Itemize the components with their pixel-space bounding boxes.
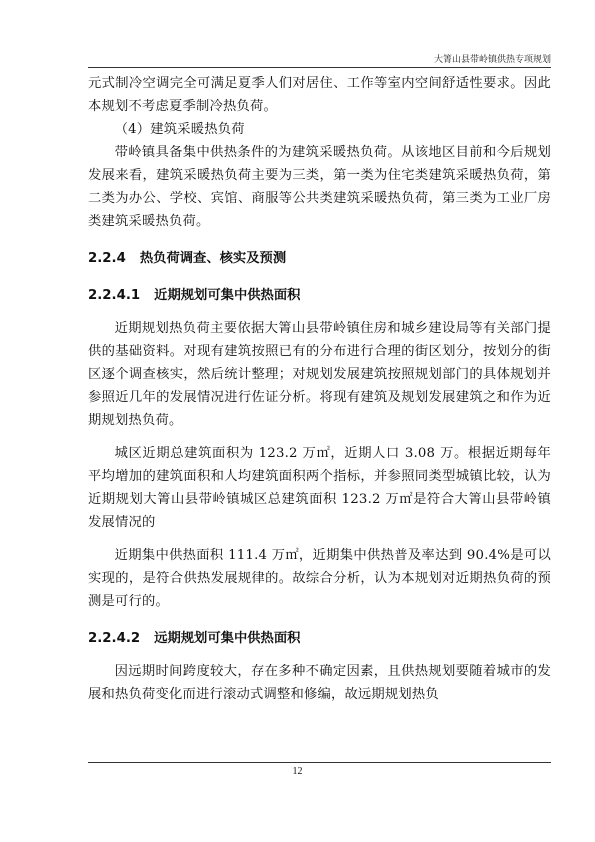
header-divider bbox=[88, 67, 551, 68]
footer-divider bbox=[88, 762, 551, 763]
running-header: 大箐山县带岭镇供热专项规划 bbox=[433, 55, 551, 65]
page-number: 12 bbox=[292, 766, 303, 777]
section-heading-2-2-4 bbox=[88, 247, 551, 270]
section-title: 远期规划可集中供热面积 bbox=[154, 631, 301, 646]
paragraph-near-term-basis: 近期规划热负荷主要依据大箐山县带岭镇住房和城乡建设局等有关部门提供的基础资料。对现有建筑按照已有的分布进行合理的街区划分，按划分的街区逐个调查核实，然后统计整理；对规划发展建筑按照规划部门的具体规划并参照近几年的发展情况进行佐证分析。将现有建筑及规划发展建筑之和作为近期规划热负荷。 bbox=[88, 321, 551, 428]
paragraph-long-term: 因远期时间跨度较大，存在多种不确定因素，且供热规划要随着城市的发展和热负荷变化而进行滚动式调整和修编，故远期规划热负 bbox=[88, 664, 551, 702]
section-title: 热负荷调查、核实及预测 bbox=[139, 251, 287, 266]
section-number: 2.2.4 bbox=[88, 251, 126, 266]
list-item-heating-load: （4）建筑采暖热负荷 bbox=[114, 122, 245, 137]
section-number: 2.2.4.1 bbox=[88, 288, 141, 303]
paragraph-near-term-coverage: 近期集中供热面积 111.4 万㎡，近期集中供热普及率达到 90.4%是可以实现的，是符合供热发展规律的。故综合分析，认为本规划对近期热负荷的预测是可行的。 bbox=[88, 548, 551, 609]
paragraph-near-term-area: 城区近期总建筑面积为 123.2 万㎡，近期人口 3.08 万。根据近期每年平均增加的建筑面积和人均建筑面积两个指标，并参照同类型城镇比较，认为近期规划大箐山县带岭镇城区总建筑面积 123.2 万㎡是符合大箐山县带岭镇发展情况的 bbox=[88, 446, 551, 530]
section-number: 2.2.4.2 bbox=[88, 631, 141, 646]
paragraph-heating-load-types: 带岭镇具备集中供热条件的为建筑采暖热负荷。从该地区目前和今后规划发展来看，建筑采暖热负荷主要为三类，第一类为住宅类建筑采暖热负荷，第二类为办公、学校、宾馆、商服等公共类建筑采暖热负荷，第三类为工业厂房类建筑采暖热负荷。 bbox=[88, 145, 551, 229]
page-body bbox=[88, 72, 551, 706]
section-heading-2-2-4-2 bbox=[88, 627, 551, 650]
section-heading-2-2-4-1 bbox=[88, 284, 551, 307]
paragraph-cooling-conclusion: 元式制冷空调完全可满足夏季人们对居住、工作等室内空间舒适性要求。因此本规划不考虑夏季制冷热负荷。 bbox=[88, 76, 551, 114]
section-title: 近期规划可集中供热面积 bbox=[154, 288, 301, 303]
